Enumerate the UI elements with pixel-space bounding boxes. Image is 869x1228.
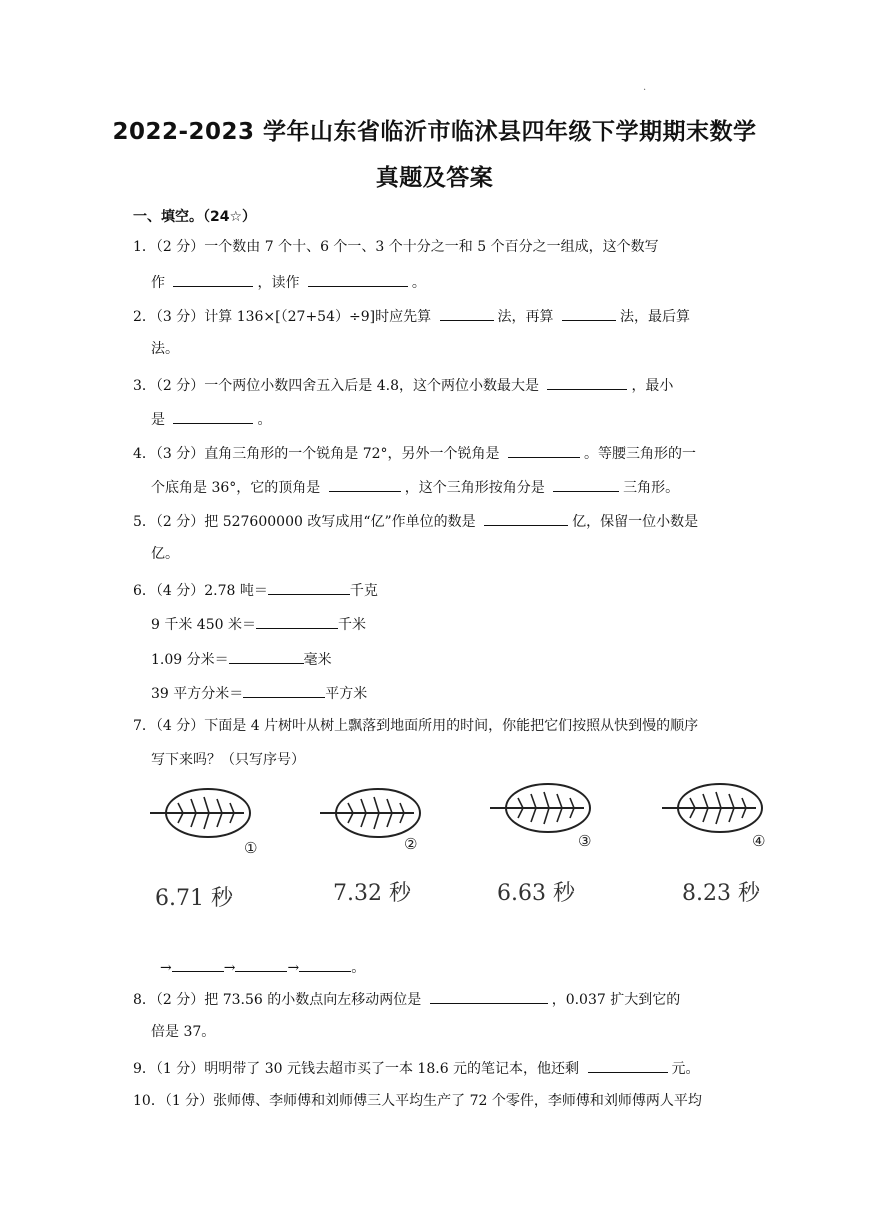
leaf-icon bbox=[148, 785, 258, 860]
q4-line1: 4．（3 分）直角三角形的一个锐角是 72°，另外一个锐角是 。等腰三角形的一 bbox=[133, 443, 696, 463]
leaf-4 bbox=[660, 780, 772, 855]
q2-line1: 2．（3 分）计算 136×[（27+54）÷9]时应先算 法，再算 法，最后算 bbox=[133, 306, 690, 326]
corner-dot: . bbox=[643, 82, 647, 93]
page-title-line1: 2022-2023 学年山东省临沂市临沭县四年级下学期期末数学 bbox=[112, 119, 757, 145]
arrow-icon: → bbox=[287, 960, 300, 976]
answer-blank[interactable] bbox=[243, 683, 325, 698]
answer-blank[interactable] bbox=[508, 443, 580, 458]
svg-text:②: ② bbox=[404, 835, 418, 853]
q7-answer-row: → → → 。 bbox=[160, 957, 365, 977]
leaf-icon bbox=[488, 780, 598, 855]
answer-blank[interactable] bbox=[299, 957, 351, 972]
leaf-2-time: 7.32 秒 bbox=[333, 881, 411, 906]
leaf-1 bbox=[148, 785, 258, 860]
q7-line1: 7．（4 分）下面是 4 片树叶从树上飘落到地面所用的时间，你能把它们按照从快到慢的顺序 bbox=[133, 718, 699, 734]
svg-text:④: ④ bbox=[752, 832, 766, 850]
q6-line1: 6．（4 分）2.78 吨＝ 千克 bbox=[133, 580, 378, 600]
q6-line2: 9 千米 450 米＝ 千米 bbox=[151, 614, 366, 634]
answer-blank[interactable] bbox=[172, 957, 224, 972]
leaf-4-time: 8.23 秒 bbox=[682, 881, 760, 906]
q9-line1: 9．（1 分）明明带了 30 元钱去超市买了一本 18.6 元的笔记本，他还剩 元。 bbox=[133, 1058, 700, 1078]
leaf-2 bbox=[318, 785, 428, 860]
svg-text:③: ③ bbox=[578, 832, 592, 850]
arrow-icon: → bbox=[223, 960, 236, 976]
answer-blank[interactable] bbox=[588, 1058, 668, 1073]
leaf-1-time: 6.71 秒 bbox=[155, 886, 233, 911]
answer-blank[interactable] bbox=[256, 614, 338, 629]
leaf-icon bbox=[660, 780, 772, 855]
answer-blank[interactable] bbox=[484, 511, 568, 526]
q5-line1: 5．（2 分）把 527600000 改写成用“亿”作单位的数是 亿，保留一位小数是 bbox=[133, 511, 698, 531]
answer-blank[interactable] bbox=[235, 957, 287, 972]
q6-line3: 1.09 分米＝ 毫米 bbox=[151, 649, 332, 669]
answer-blank[interactable] bbox=[173, 409, 253, 424]
answer-blank[interactable] bbox=[547, 375, 627, 390]
page-title-line2: 真题及答案 bbox=[375, 165, 494, 191]
q2-line2: 法。 bbox=[151, 341, 179, 357]
answer-blank[interactable] bbox=[173, 272, 253, 287]
q4-line2: 个底角是 36°，它的顶角是 ，这个三角形按角分是 三角形。 bbox=[151, 477, 679, 497]
q7-line2: 写下来吗？（只写序号） bbox=[151, 752, 305, 768]
answer-blank[interactable] bbox=[229, 649, 304, 664]
q10-line1: 10．（1 分）张师傅、李师傅和刘师傅三人平均生产了 72 个零件，李师傅和刘师傅两人平均 bbox=[133, 1093, 702, 1109]
answer-blank[interactable] bbox=[553, 477, 619, 492]
leaf-3 bbox=[488, 780, 598, 855]
answer-blank[interactable] bbox=[308, 272, 408, 287]
svg-text:①: ① bbox=[244, 839, 258, 857]
leaf-3-time: 6.63 秒 bbox=[497, 881, 575, 906]
answer-blank[interactable] bbox=[562, 306, 616, 321]
q5-line2: 亿。 bbox=[151, 546, 179, 562]
section-heading: 一、填空。（24☆） bbox=[133, 209, 257, 225]
answer-blank[interactable] bbox=[268, 580, 350, 595]
q1-line1: 1．（2 分）一个数由 7 个十、6 个一、3 个十分之一和 5 个百分之一组成，这个数写 bbox=[133, 239, 659, 255]
answer-blank[interactable] bbox=[430, 989, 548, 1004]
q3-line1: 3．（2 分）一个两位小数四舍五入后是 4.8，这个两位小数最大是 ，最小 bbox=[133, 375, 673, 395]
answer-blank[interactable] bbox=[440, 306, 494, 321]
answer-blank[interactable] bbox=[329, 477, 401, 492]
q8-line1: 8．（2 分）把 73.56 的小数点向左移动两位是 ，0.037 扩大到它的 bbox=[133, 989, 680, 1009]
q6-line4: 39 平方分米＝ 平方米 bbox=[151, 683, 367, 703]
arrow-icon: → bbox=[160, 960, 172, 976]
leaf-icon bbox=[318, 785, 428, 860]
q1-line2: 作 ，读作 。 bbox=[151, 272, 426, 292]
q8-line2: 倍是 37。 bbox=[151, 1024, 216, 1040]
q3-line2: 是 。 bbox=[151, 409, 271, 429]
